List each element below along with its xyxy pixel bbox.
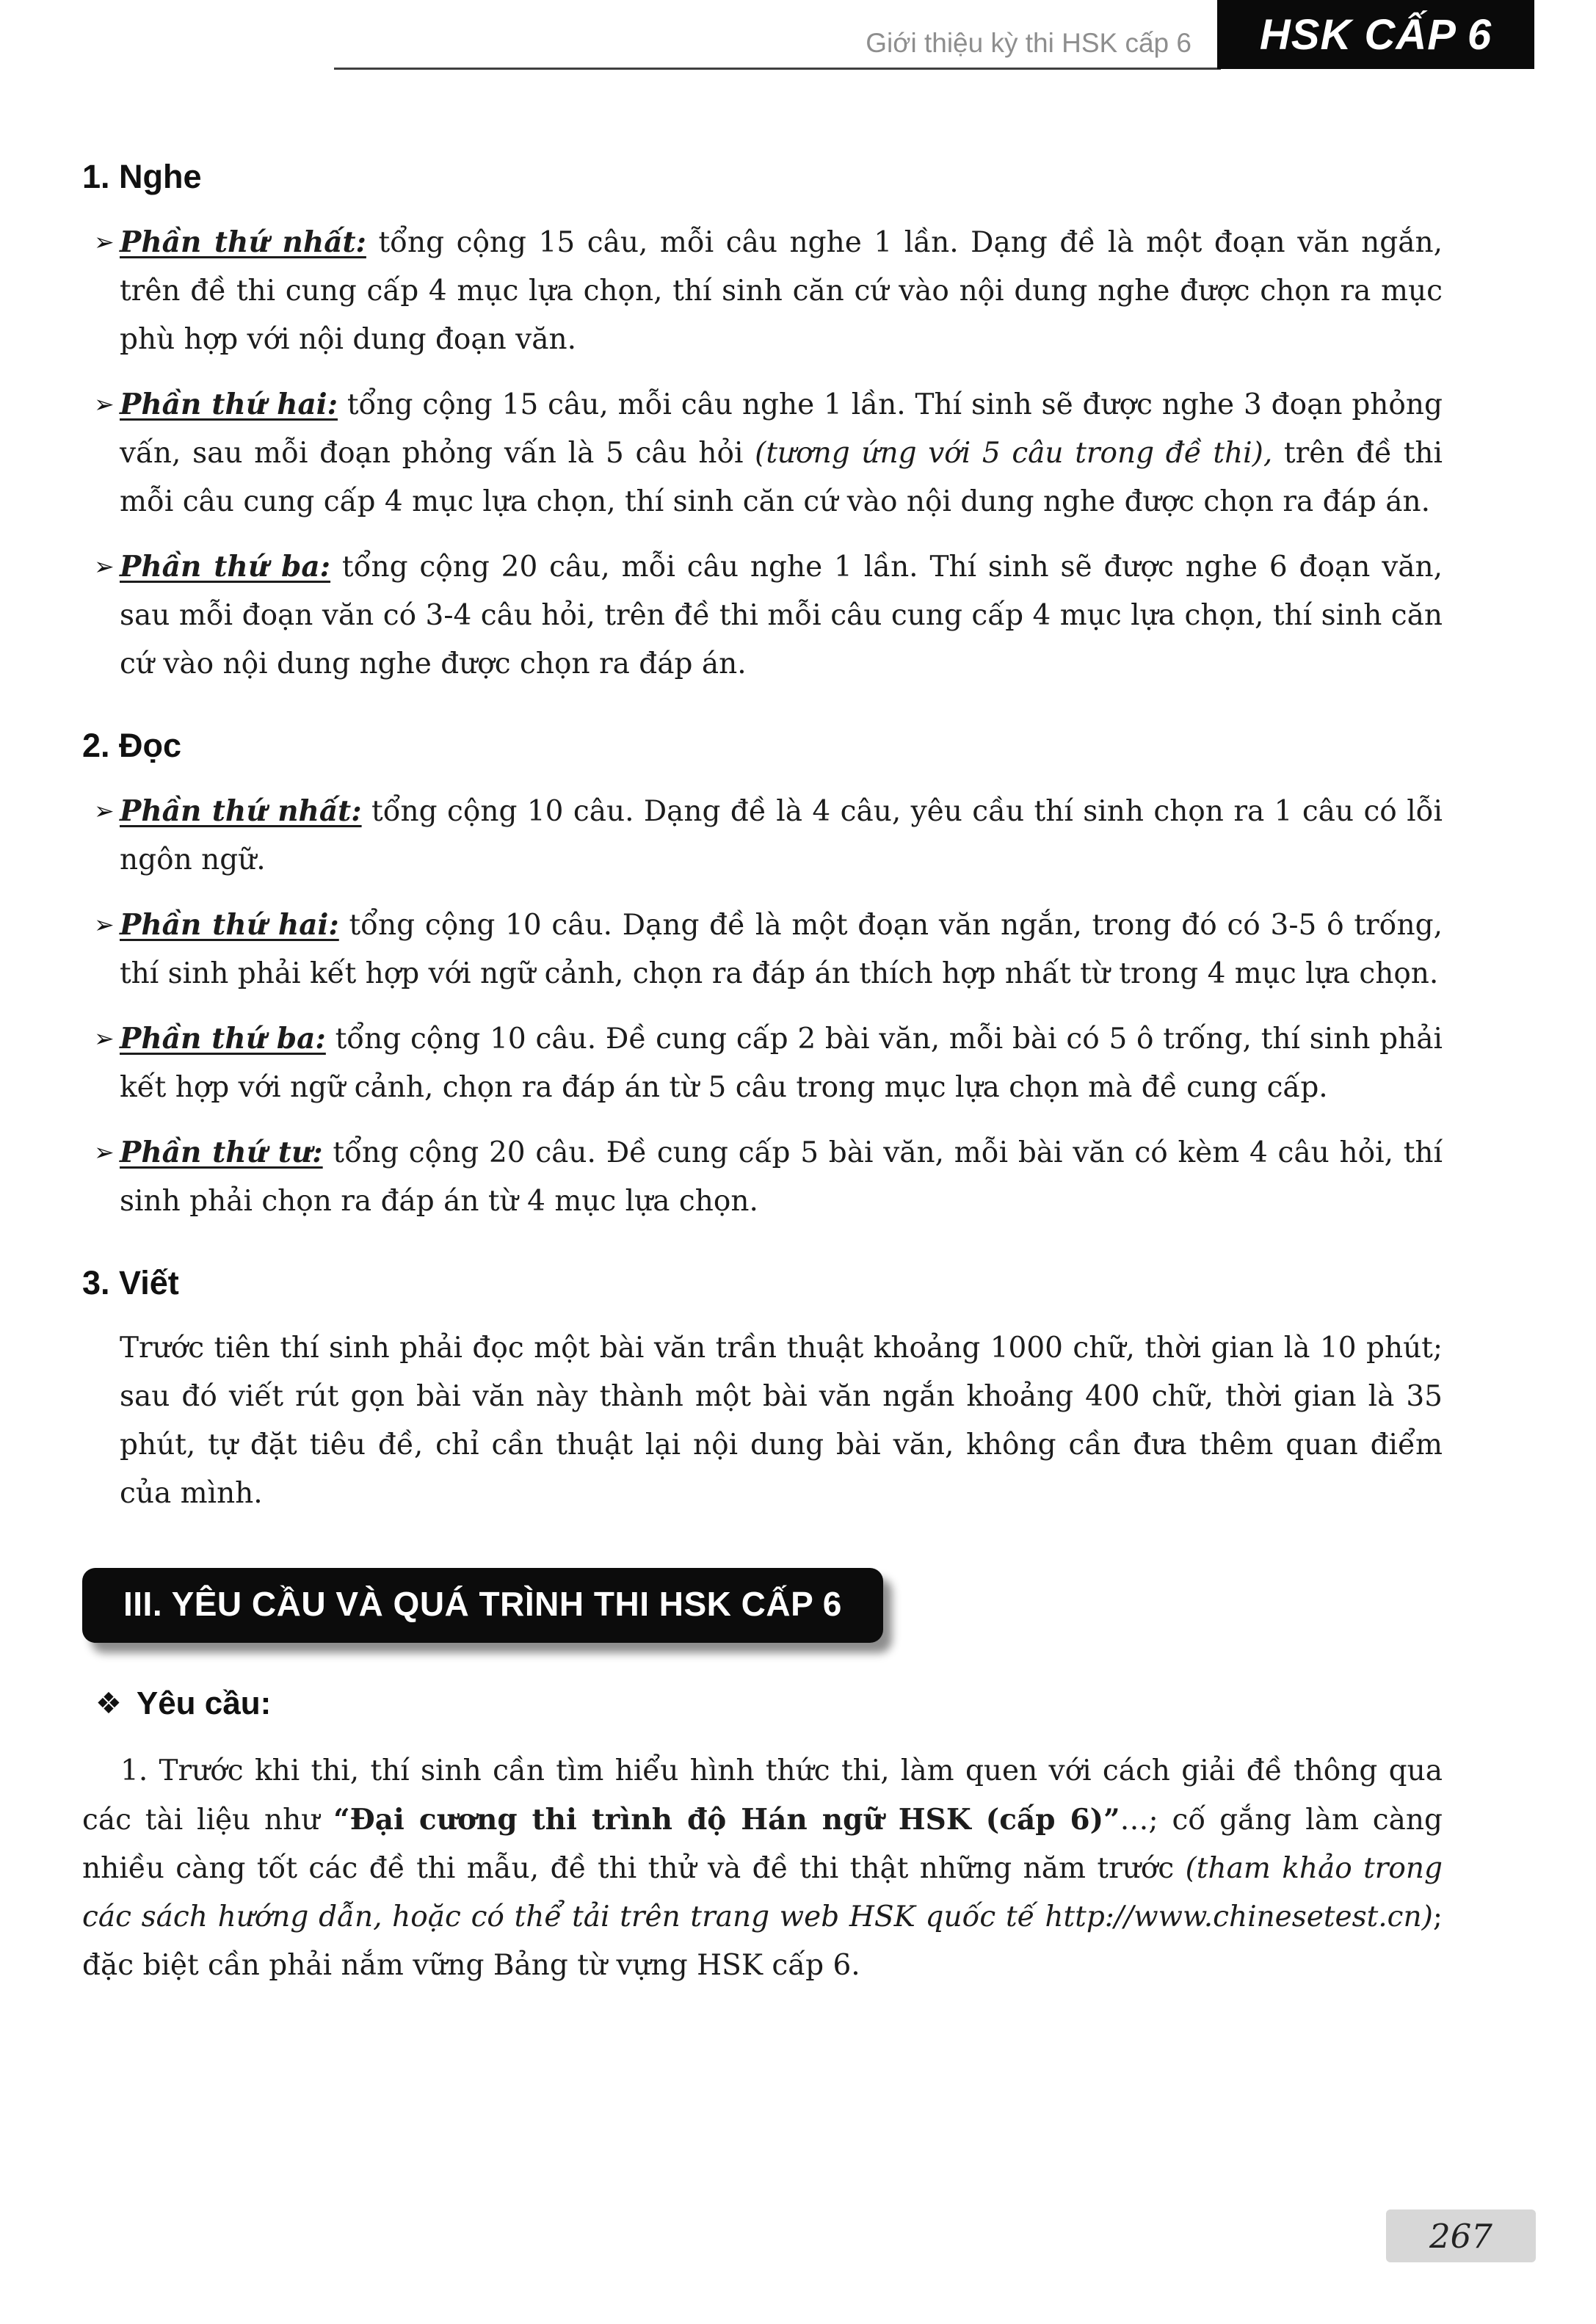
item-text: Phần thứ nhất: tổng cộng 15 câu, mỗi câu nghe 1 lần. Dạng đề là một đoạn văn ngắn, trên đề thi cung cấp 4 mục lựa chọn, thí sinh căn cứ vào nội dung nghe được chọn ra mục phù hợp với nội dung đoạn văn.	[120, 225, 1443, 356]
arrow-bullet-icon: ➢	[94, 390, 115, 418]
item-text: Phần thứ tư: tổng cộng 20 câu. Đề cung cấp 5 bài văn, mỗi bài văn có kèm 4 câu hỏi, thí sinh phải chọn ra đáp án từ 4 mục lựa chọn.	[120, 1136, 1443, 1218]
item-text: Phần thứ nhất: tổng cộng 10 câu. Dạng đề là 4 câu, yêu cầu thí sinh chọn ra 1 câu có lỗi ngôn ngữ.	[120, 794, 1443, 876]
item-text: Phần thứ hai: tổng cộng 15 câu, mỗi câu nghe 1 lần. Thí sinh sẽ được nghe 3 đoạn phỏng vấn, sau mỗi đoạn phỏng vấn là 5 câu hỏi (tương ứng với 5 câu trong đề thi), trên đề thi mỗi câu cung cấp 4 mục lựa chọn, thí sinh căn cứ vào nội dung nghe được chọn ra đáp án.	[120, 388, 1443, 518]
arrow-bullet-icon: ➢	[94, 1024, 115, 1053]
item-text: Phần thứ hai: tổng cộng 10 câu. Dạng đề là một đoạn văn ngắn, trong đó có 3-5 ô trống, thí sinh phải kết hợp với ngữ cảnh, chọn ra đáp án thích hợp nhất từ trong 4 mục lựa chọn.	[120, 908, 1443, 990]
section-heading-nghe: 1. Nghe	[82, 158, 202, 195]
list-item	[82, 787, 1443, 885]
list-item	[82, 542, 1443, 689]
list-item	[82, 1014, 1443, 1112]
reading-list	[82, 787, 1443, 1226]
hsk-level-badge: HSK CẤP 6	[1217, 0, 1534, 69]
requirements-paragraph: 1. Trước khi thi, thí sinh cần tìm hiểu hình thức thi, làm quen với cách giải đề thông qua các tài liệu như “Đại cương thi trình độ Hán ngữ HSK (cấp 6)”…; cố gắng làm càng nhiều càng tốt các đề thi mẫu, đề thi thử và đề thi thật những năm trước (tham khảo trong các sách hướng dẫn, hoặc có thể tải trên trang web HSK quốc tế http://www.chinesetest.cn); đặc biệt cần phải nắm vững Bảng từ vựng HSK cấp 6.	[82, 1754, 1443, 1982]
list-item	[82, 218, 1443, 364]
listening-list	[82, 218, 1443, 689]
item-text: Phần thứ ba: tổng cộng 10 câu. Đề cung cấp 2 bài văn, mỗi bài có 5 ô trống, thí sinh phải kết hợp với ngữ cảnh, chọn ra đáp án từ 5 câu trong mục lựa chọn mà đề cung cấp.	[120, 1022, 1443, 1104]
list-item	[82, 380, 1443, 526]
banner-row	[82, 1568, 1443, 1643]
section-heading-doc: 2. Đọc	[82, 727, 182, 764]
list-item	[82, 901, 1443, 998]
section-heading-viet: 3. Viết	[82, 1264, 179, 1301]
running-title: Giới thiệu kỳ thi HSK cấp 6	[866, 28, 1191, 58]
arrow-bullet-icon: ➢	[94, 796, 115, 825]
diamond-bullet-icon: ❖	[95, 1687, 122, 1721]
page-number-badge: 267	[1386, 2209, 1536, 2262]
arrow-bullet-icon: ➢	[94, 1138, 115, 1166]
writing-paragraph: Trước tiên thí sinh phải đọc một bài văn trần thuật khoảng 1000 chữ, thời gian là 10 phút; sau đó viết rút gọn bài văn này thành một bài văn ngắn khoảng 400 chữ, thời gian là 35 phút, tự đặt tiêu đề, chỉ cần thuật lại nội dung bài văn, không cần đưa thêm quan điểm của mình.	[120, 1332, 1443, 1510]
requirements-heading-row	[95, 1685, 1443, 1722]
requirements-heading: Yêu cầu:	[136, 1685, 272, 1721]
list-item	[82, 1128, 1443, 1226]
section-banner: III. YÊU CẦU VÀ QUÁ TRÌNH THI HSK CẤP 6	[82, 1568, 883, 1643]
arrow-bullet-icon: ➢	[94, 228, 115, 256]
arrow-bullet-icon: ➢	[94, 910, 115, 939]
item-text: Phần thứ ba: tổng cộng 20 câu, mỗi câu nghe 1 lần. Thí sinh sẽ được nghe 6 đoạn văn, sau mỗi đoạn văn có 3-4 câu hỏi, trên đề thi mỗi câu cung cấp 4 mục lựa chọn, thí sinh căn cứ vào nội dung nghe được chọn ra đáp án.	[120, 550, 1443, 680]
arrow-bullet-icon: ➢	[94, 552, 115, 581]
